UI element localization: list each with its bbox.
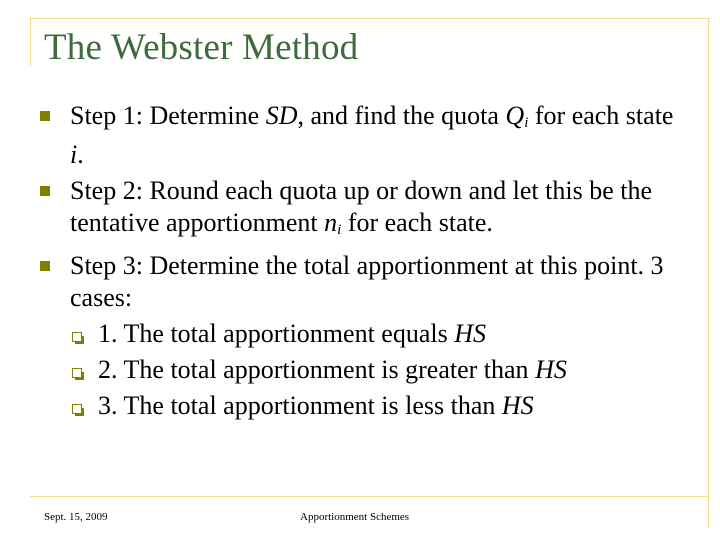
square-bullet-icon [40,186,50,196]
footer-title: Apportionment Schemes [300,511,410,523]
frame-right-line [708,18,709,528]
slide-content [70,100,690,422]
subbullet-case-1: 1. The total apportionment equals HS [70,318,690,350]
square-bullet-icon [40,111,50,121]
hollow-square-bullet-icon [72,332,82,342]
bullet-step-1: Step 1: Determine SD, and find the quota $Q_i$ for each state i. [70,100,690,171]
frame-bottom-line [30,496,709,497]
bullet-step-2: Step 2: Round each quota up or down and let this be the tentative apportionment $n_i$ for each state. [70,175,690,246]
frame-left-line [30,18,31,66]
hollow-square-bullet-icon [72,368,82,378]
slide-title: The Webster Method [44,27,359,68]
subbullet-case-2: 2. The total apportionment is greater than HS [70,354,690,386]
footer-date: Sept. 15, 2009 [44,511,108,523]
hollow-square-bullet-icon [72,404,82,414]
frame-top-line [30,18,710,19]
bullet-step-3: Step 3: Determine the total apportionment at this point. 3 cases: [70,250,690,314]
square-bullet-icon [40,261,50,271]
subbullet-case-3: 3. The total apportionment is less than HS [70,390,690,422]
